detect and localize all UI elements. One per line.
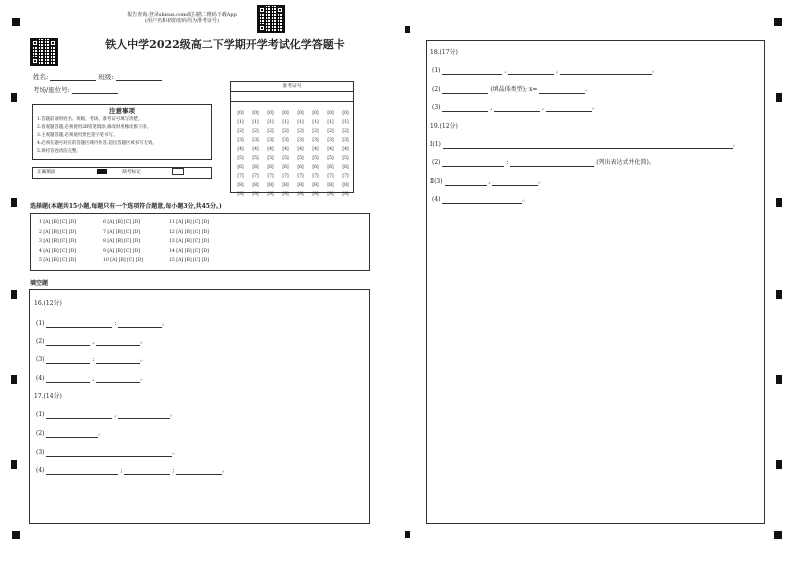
exam-id-bubble[interactable]: [7] xyxy=(282,174,289,179)
exam-id-bubble[interactable]: [7] xyxy=(342,174,349,179)
exam-id-bubble[interactable]: [4] xyxy=(252,147,259,152)
q18-3-blank-a[interactable] xyxy=(442,104,488,112)
exam-id-bubble[interactable]: [0] xyxy=(342,111,349,116)
exam-id-bubble[interactable]: [8] xyxy=(342,183,349,188)
exam-id-bubble[interactable]: [3] xyxy=(267,138,274,143)
exam-id-bubble[interactable]: [9] xyxy=(297,192,304,197)
q17-4-blank-c[interactable] xyxy=(176,467,222,475)
corner-mark-tl xyxy=(12,18,20,26)
exam-id-bubble[interactable]: [1] xyxy=(312,120,319,125)
notice-line-1: 报告查询:登录shisus.com或扫描二维码下载App xyxy=(127,12,237,18)
exam-id-bubble[interactable]: [7] xyxy=(327,174,334,179)
q19-3-blank-b[interactable] xyxy=(492,178,538,186)
exam-id-bubble[interactable]: [9] xyxy=(342,192,349,197)
exam-id-row xyxy=(233,149,353,161)
student-name-row xyxy=(33,73,162,81)
exam-id-row xyxy=(233,104,353,116)
q17-part3: (3) 。 xyxy=(36,449,179,456)
q16-2-blank-a[interactable] xyxy=(46,338,90,346)
side-mark xyxy=(776,375,782,384)
choice-column-3 xyxy=(169,220,209,268)
notes-item: 2.客观题答题,必须使用2B铅笔填涂,修改时用橡皮擦干净。 xyxy=(37,125,151,130)
exam-id-bubble[interactable]: [7] xyxy=(252,174,259,179)
choice-item[interactable]: 13 [A] [B] [C] [D] xyxy=(169,239,209,244)
exam-id-bubble[interactable]: [5] xyxy=(252,156,259,161)
exam-id-bubble[interactable]: [0] xyxy=(267,111,274,116)
notes-item: 5.保持答卷清洁完整。 xyxy=(37,149,81,154)
student-room-row xyxy=(33,86,118,94)
q16-1-blank-b[interactable] xyxy=(118,320,162,328)
q19-part4: (4) 。 xyxy=(432,196,529,203)
exam-id-bubble[interactable]: [3] xyxy=(327,138,334,143)
q18-title: 18.(17分) xyxy=(430,49,458,56)
choice-item[interactable]: 12 [A] [B] [C] [D] xyxy=(169,229,209,235)
exam-id-row xyxy=(233,131,353,143)
q18-part3: (3) , , 。 xyxy=(432,104,598,111)
report-notice xyxy=(112,12,252,24)
side-mark xyxy=(776,198,782,207)
exam-id-bubble[interactable]: [8] xyxy=(267,183,274,188)
exam-id-grid xyxy=(230,81,354,197)
exam-id-bubbles[interactable] xyxy=(231,102,353,197)
exam-id-bubble[interactable]: [4] xyxy=(297,147,304,152)
q19-1-blank[interactable] xyxy=(443,141,733,149)
choice-item[interactable]: 15 [A] [B] [C] [D] xyxy=(169,258,209,263)
exam-id-row xyxy=(233,113,353,125)
exam-id-bubble[interactable]: [3] xyxy=(312,138,319,143)
exam-id-bubble[interactable]: [3] xyxy=(252,138,259,143)
exam-id-bubble[interactable]: [2] xyxy=(297,129,304,134)
exam-id-bubble[interactable]: [7] xyxy=(237,174,244,179)
choice-box xyxy=(30,213,370,271)
center-mark xyxy=(405,26,410,33)
exam-id-bubble[interactable]: [1] xyxy=(252,120,259,125)
side-mark xyxy=(11,290,17,299)
exam-id-bubble[interactable]: [5] xyxy=(342,156,349,161)
exam-id-bubble[interactable]: [3] xyxy=(282,138,289,143)
q16-3-blank-a[interactable] xyxy=(46,356,90,364)
exam-id-bubble[interactable]: [6] xyxy=(267,165,274,170)
exam-id-bubble[interactable]: [8] xyxy=(252,183,259,188)
corner-mark-bl xyxy=(12,531,20,539)
exam-id-bubble[interactable]: [8] xyxy=(282,183,289,188)
exam-id-bubble[interactable]: [5] xyxy=(237,156,244,161)
exam-id-bubble[interactable]: [2] xyxy=(282,129,289,134)
q19-3-blank-a[interactable] xyxy=(445,178,487,186)
exam-id-row xyxy=(233,167,353,179)
correct-fill-label: 正确填涂 xyxy=(37,170,56,175)
exam-id-bubble[interactable]: [2] xyxy=(312,129,319,134)
exam-id-bubble[interactable]: [2] xyxy=(237,129,244,134)
exam-id-bubble[interactable]: [3] xyxy=(297,138,304,143)
choice-item[interactable]: 6 [A] [B] [C] [D] xyxy=(103,220,140,225)
choice-item[interactable]: 1 [A] [B] [C] [D] xyxy=(39,220,76,225)
choice-item[interactable]: 3 [A] [B] [C] [D] xyxy=(39,239,76,244)
choice-item[interactable]: 8 [A] [B] [C] [D] xyxy=(103,239,140,244)
q17-4-blank-a[interactable] xyxy=(46,467,118,475)
exam-id-bubble[interactable]: [0] xyxy=(237,111,244,116)
exam-id-row xyxy=(233,185,353,197)
choice-item[interactable]: 9 [A] [B] [C] [D] xyxy=(103,248,140,254)
exam-id-bubble[interactable]: [9] xyxy=(252,192,259,197)
room-label: 考场/座位号: xyxy=(33,86,70,94)
exam-id-row xyxy=(233,122,353,134)
exam-id-bubble[interactable]: [2] xyxy=(342,129,349,134)
exam-id-bubble[interactable]: [9] xyxy=(237,192,244,197)
exam-id-bubble[interactable]: [4] xyxy=(342,147,349,152)
side-mark xyxy=(776,290,782,299)
notes-item: 3.主观题答题,必须使用黑色签字笔书写。 xyxy=(37,133,118,138)
exam-id-bubble[interactable]: [3] xyxy=(342,138,349,143)
side-mark xyxy=(11,198,17,207)
notes-title: 注意事项 xyxy=(109,107,135,115)
q17-4-blank-b[interactable] xyxy=(124,467,170,475)
q18-1-blank-b[interactable] xyxy=(508,67,554,75)
exam-id-bubble[interactable]: [5] xyxy=(327,156,334,161)
q18-part2: (2) (填晶体类型); x= 。 xyxy=(432,86,592,93)
center-mark xyxy=(405,531,410,538)
class-field[interactable] xyxy=(116,73,162,81)
exam-id-bubble[interactable]: [5] xyxy=(312,156,319,161)
notes-box xyxy=(32,104,212,160)
q17-part1: (1) , 。 xyxy=(36,411,177,418)
exam-id-bubble[interactable]: [9] xyxy=(282,192,289,197)
corner-mark-tr xyxy=(774,18,782,26)
q16-3-blank-b[interactable] xyxy=(96,356,140,364)
q19-4-blank[interactable] xyxy=(442,196,522,204)
exam-id-bubble[interactable]: [0] xyxy=(252,111,259,116)
exam-id-bubble[interactable]: [9] xyxy=(267,192,274,197)
q18-3-blank-c[interactable] xyxy=(546,104,592,112)
q17-title: 17.(14分) xyxy=(34,393,62,400)
exam-id-bubble[interactable]: [8] xyxy=(327,183,334,188)
exam-id-bubble[interactable]: [6] xyxy=(327,165,334,170)
answer-box-18-19 xyxy=(426,40,765,524)
exam-id-bubble[interactable]: [0] xyxy=(282,111,289,116)
room-field[interactable] xyxy=(72,86,118,94)
exam-id-bubble[interactable]: [1] xyxy=(237,120,244,125)
exam-id-bubble[interactable]: [2] xyxy=(327,129,334,134)
exam-id-bubble[interactable]: [8] xyxy=(297,183,304,188)
notes-item: 4.必须在题号对应的答题区域内作答,超出答题区域书写无效。 xyxy=(37,141,157,146)
page-title: 铁人中学2022级高二下学期开学考试化学答题卡 xyxy=(105,38,345,51)
fill-heading: 填空题 xyxy=(30,280,49,287)
q16-part2: (2) , 。 xyxy=(36,338,147,345)
q19-title: 19.(12分) xyxy=(430,123,458,130)
exam-id-bubble[interactable]: [9] xyxy=(312,192,319,197)
name-field[interactable] xyxy=(50,73,96,81)
q17-part4: (4) ; ; 。 xyxy=(36,467,229,474)
exam-id-bubble[interactable]: [7] xyxy=(267,174,274,179)
exam-id-bubble[interactable]: [0] xyxy=(297,111,304,116)
q16-2-blank-b[interactable] xyxy=(96,338,140,346)
notice-line-2: (用户名和初始密码均为准考证号) xyxy=(145,18,219,24)
exam-id-bubble[interactable]: [5] xyxy=(282,156,289,161)
exam-id-bubble[interactable]: [6] xyxy=(342,165,349,170)
exam-id-bubble[interactable]: [6] xyxy=(282,165,289,170)
exam-id-row xyxy=(233,158,353,170)
exam-id-bubble[interactable]: [2] xyxy=(267,129,274,134)
exam-id-bubble[interactable]: [8] xyxy=(237,183,244,188)
q19-part1: Ⅰ(1) 。 xyxy=(430,141,739,148)
q18-2-blank-a[interactable] xyxy=(442,86,488,94)
fill-legend xyxy=(32,167,212,179)
choice-item[interactable]: 14 [A] [B] [C] [D] xyxy=(169,248,209,254)
choice-heading: 选择题(本题共15小题,每题只有一个选项符合题意,每小题3分,共45分。) xyxy=(30,203,222,210)
q16-part1: (1) : 。 xyxy=(36,320,169,327)
q16-part3: (3) : 。 xyxy=(36,356,147,363)
exam-id-bubble[interactable]: [1] xyxy=(282,120,289,125)
class-label: 班级: xyxy=(98,73,114,81)
q17-1-blank-b[interactable] xyxy=(118,411,170,419)
q16-4-blank-b[interactable] xyxy=(96,375,140,383)
choice-item[interactable]: 2 [A] [B] [C] [D] xyxy=(39,229,76,235)
exam-id-bubble[interactable]: [7] xyxy=(312,174,319,179)
q18-1-blank-a[interactable] xyxy=(442,67,502,75)
q18-3-blank-b[interactable] xyxy=(494,104,540,112)
notes-item: 1.答题前请将姓名、班级、考场、准考证号填写清楚。 xyxy=(37,117,143,122)
choice-column-2 xyxy=(103,220,143,268)
exam-id-bubble[interactable]: [1] xyxy=(327,120,334,125)
exam-id-bubble[interactable]: [9] xyxy=(327,192,334,197)
q18-2-blank-x[interactable] xyxy=(539,86,585,94)
q17-3-blank[interactable] xyxy=(46,449,172,457)
absent-mark-label: 缺考标记 xyxy=(122,170,141,175)
exam-id-label: 准考证号 xyxy=(231,82,353,92)
exam-id-bubble[interactable]: [6] xyxy=(237,165,244,170)
choice-item[interactable]: 7 [A] [B] [C] [D] xyxy=(103,229,140,235)
side-mark xyxy=(776,460,782,469)
q16-title: 16.(12分) xyxy=(34,300,62,307)
exam-id-bubble[interactable]: [1] xyxy=(267,120,274,125)
q17-2-blank[interactable] xyxy=(46,430,98,438)
exam-id-bubble[interactable]: [4] xyxy=(327,147,334,152)
side-mark xyxy=(11,93,17,102)
exam-id-bubble[interactable]: [0] xyxy=(327,111,334,116)
side-mark xyxy=(11,375,17,384)
app-qr-code xyxy=(257,5,285,33)
exam-id-bubble[interactable]: [3] xyxy=(237,138,244,143)
side-mark xyxy=(776,93,782,102)
corner-mark-br xyxy=(774,531,782,539)
name-label: 姓名: xyxy=(33,73,49,81)
exam-id-bubble[interactable]: [6] xyxy=(312,165,319,170)
q18-part1: (1) , , 。 xyxy=(432,67,658,74)
q16-4-blank-a[interactable] xyxy=(46,375,90,383)
q19-2-blank-b[interactable] xyxy=(510,159,594,167)
choice-item[interactable]: 10 [A] [B] [C] [D] xyxy=(103,258,143,263)
choice-item[interactable]: 5 [A] [B] [C] [D] xyxy=(39,258,76,263)
exam-id-bubble[interactable]: [2] xyxy=(252,129,259,134)
choice-item[interactable]: 11 [A] [B] [C] [D] xyxy=(169,220,209,225)
q17-1-blank-a[interactable] xyxy=(46,411,112,419)
exam-id-bubble[interactable]: [0] xyxy=(312,111,319,116)
exam-id-row xyxy=(233,176,353,188)
choice-column-1 xyxy=(39,220,76,268)
exam-id-write-row[interactable] xyxy=(231,92,353,102)
side-mark xyxy=(11,460,17,469)
correct-fill-sample xyxy=(97,169,107,174)
q17-part2: (2) 。 xyxy=(36,430,105,437)
exam-id-bubble[interactable]: [5] xyxy=(297,156,304,161)
q16-part4: (4) , 。 xyxy=(36,375,147,382)
exam-id-bubble[interactable]: [6] xyxy=(252,165,259,170)
q16-1-blank-a[interactable] xyxy=(46,320,112,328)
student-qr-code xyxy=(30,38,58,66)
exam-id-bubble[interactable]: [4] xyxy=(282,147,289,152)
q19-part2: (2) : (列出表达式并化简)。 xyxy=(432,159,655,166)
exam-id-bubble[interactable]: [1] xyxy=(297,120,304,125)
exam-id-bubble[interactable]: [4] xyxy=(312,147,319,152)
exam-id-bubble[interactable]: [8] xyxy=(312,183,319,188)
exam-id-bubble[interactable]: [5] xyxy=(267,156,274,161)
exam-id-bubble[interactable]: [1] xyxy=(342,120,349,125)
exam-id-bubble[interactable]: [4] xyxy=(237,147,244,152)
exam-id-bubble[interactable]: [4] xyxy=(267,147,274,152)
q19-part3: Ⅱ(3) , 。 xyxy=(430,178,545,185)
exam-id-row xyxy=(233,140,353,152)
exam-id-bubble[interactable]: [7] xyxy=(297,174,304,179)
q18-1-blank-c[interactable] xyxy=(560,67,652,75)
q19-2-blank-a[interactable] xyxy=(442,159,504,167)
notes-list xyxy=(33,116,211,156)
choice-item[interactable]: 4 [A] [B] [C] [D] xyxy=(39,248,76,254)
exam-id-bubble[interactable]: [6] xyxy=(297,165,304,170)
absent-mark-box[interactable] xyxy=(172,168,184,175)
